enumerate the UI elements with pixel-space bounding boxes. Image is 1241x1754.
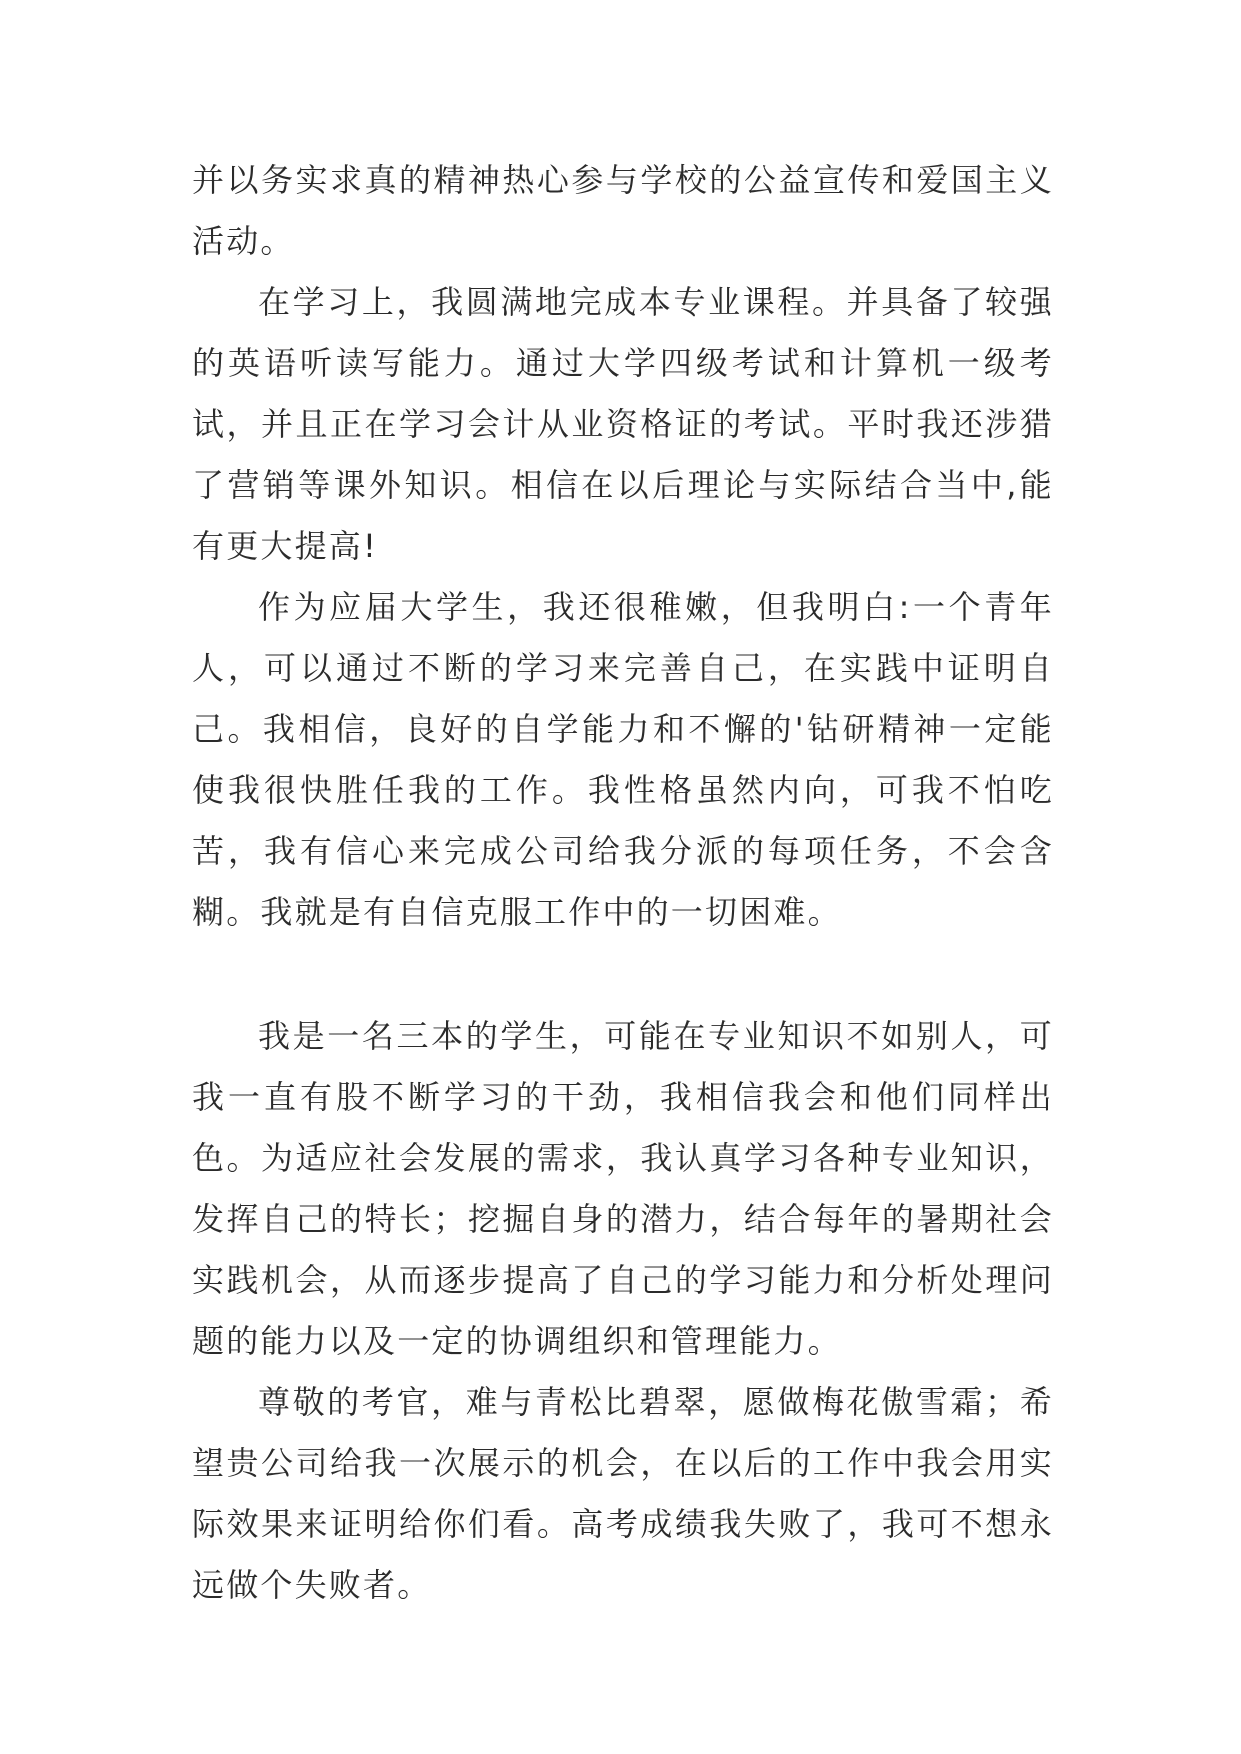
- document-page: [192, 150, 1054, 1616]
- paragraph-graduate: 作为应届大学生，我还很稚嫩，但我明白:一个青年人，可以通过不断的学习来完善自己，在实践中证明自己。我相信，良好的自学能力和不懈的'钻研精神一定能使我很快胜任我的工作。我性格虽然内向，可我不怕吃苦，我有信心来完成公司给我分派的每项任务，不会含糊。我就是有自信克服工作中的一切困难。: [192, 588, 1054, 931]
- paragraph-study: 在学习上，我圆满地完成本专业课程。并具备了较强的英语听读写能力。通过大学四级考试和计算机一级考试，并且正在学习会计从业资格证的考试。平时我还涉猎了营销等课外知识。相信在以后理论与实际结合当中,能有更大提高!: [192, 283, 1054, 565]
- paragraph-gap: [192, 943, 1054, 1006]
- paragraph-continuation: 并以务实求真的精神热心参与学校的公益宣传和爱国主义活动。: [192, 161, 1054, 260]
- paragraph-closing: 尊敬的考官，难与青松比碧翠，愿做梅花傲雪霜；希望贵公司给我一次展示的机会，在以后的工作中我会用实际效果来证明给你们看。高考成绩我失败了，我可不想永远做个失败者。: [192, 1383, 1054, 1604]
- paragraph-student: 我是一名三本的学生，可能在专业知识不如别人，可我一直有股不断学习的干劲，我相信我会和他们同样出色。为适应社会发展的需求，我认真学习各种专业知识，发挥自己的特长；挖掘自身的潜力，结合每年的暑期社会实践机会，从而逐步提高了自己的学习能力和分析处理问题的能力以及一定的协调组织和管理能力。: [192, 1017, 1054, 1360]
